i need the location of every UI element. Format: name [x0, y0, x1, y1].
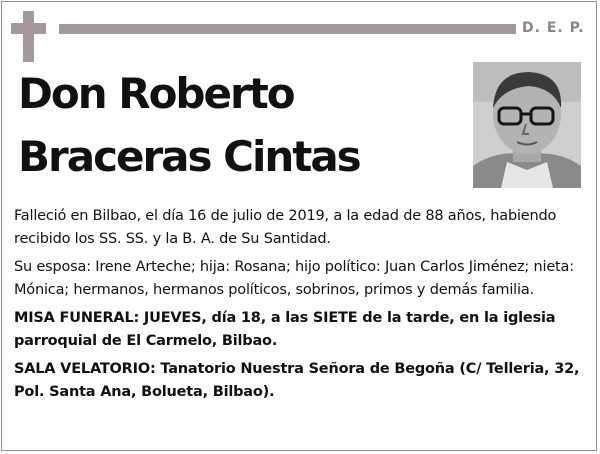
cross-icon-horizontal	[11, 23, 46, 34]
notice-body	[14, 205, 586, 409]
death-paragraph: Falleció en Bilbao, el día 16 de julio de 2019, a la edad de 88 años, habiendo recibido los SS. SS. y la B. A. de Su Santidad.	[14, 208, 557, 247]
wake-paragraph: SALA VELATORIO: Tanatorio Nuestra Señora de Begoña (C/ Telleria, 32, Pol. Santa Ana, Bolueta, Bilbao).	[14, 361, 580, 400]
dep-label: D. E. P.	[522, 20, 585, 36]
deceased-name-line2: Braceras Cintas	[18, 132, 360, 181]
portrait-photo	[473, 62, 581, 188]
cross-icon-vertical	[23, 11, 34, 62]
deceased-name-line1: Don Roberto	[18, 69, 294, 118]
family-paragraph: Su esposa: Irene Arteche; hija: Rosana; hijo político: Juan Carlos Jiménez; nieta: Mónica; hermanos, hermanos políticos, sobrinos, primos y demás familia.	[14, 259, 574, 298]
funeral-paragraph: MISA FUNERAL: JUEVES, día 18, a las SIETE de la tarde, en la iglesia parroquial de El Carmelo, Bilbao.	[14, 310, 556, 349]
portrait-photo-image	[473, 62, 581, 188]
header-band	[59, 24, 516, 34]
